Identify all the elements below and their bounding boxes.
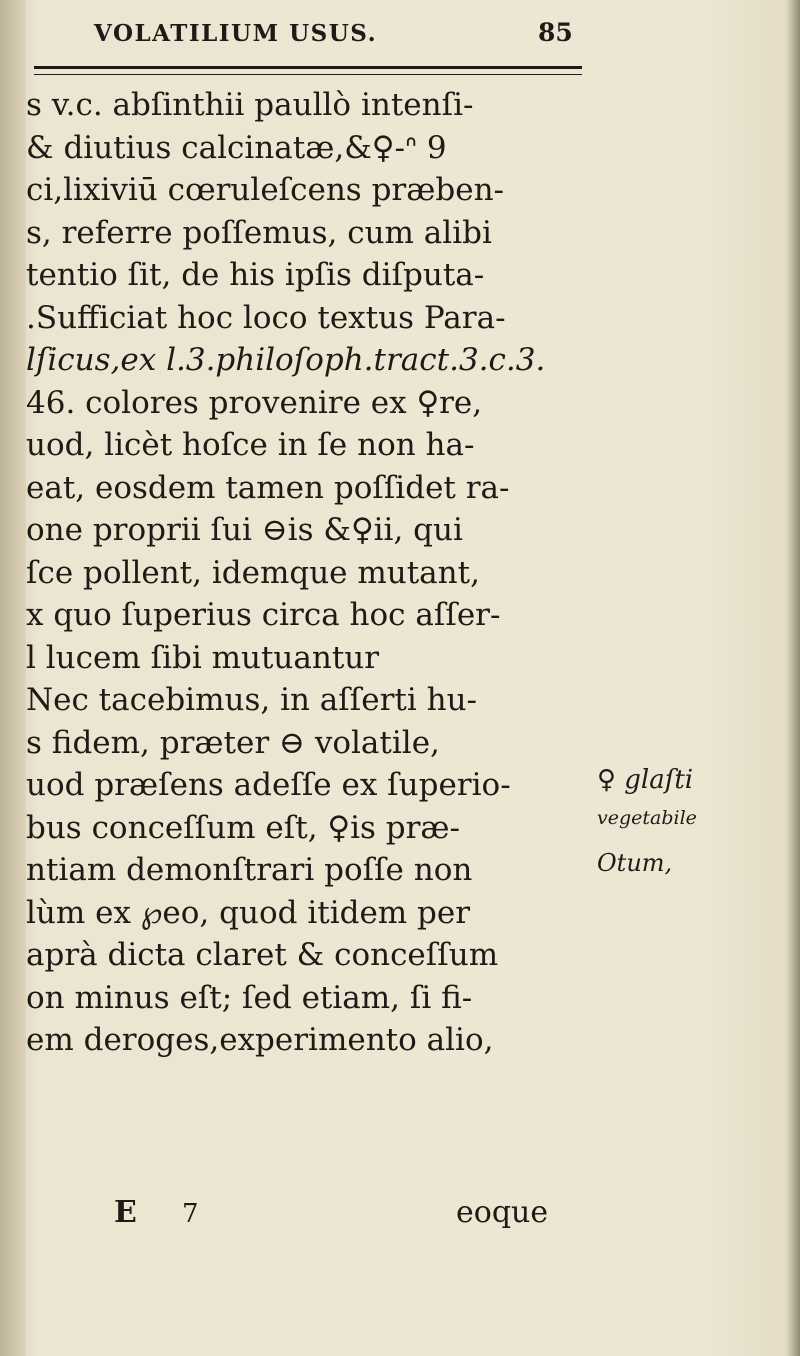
margin-note: Otum, bbox=[597, 849, 673, 877]
signature-mark: E bbox=[114, 1195, 137, 1230]
text-line: uod, licèt hoſce in ſe non ha- bbox=[26, 427, 475, 463]
text-line: .Sufficiat hoc loco textus Para- bbox=[26, 299, 506, 336]
text-line: x quo ſuperius circa hoc aſſer- bbox=[26, 597, 501, 633]
text-line: one proprii ſui ⊖is &♀ii, qui bbox=[26, 512, 463, 548]
text-line: lſicus,ex l.3.philoſoph.tract.3.c.3. bbox=[26, 342, 546, 378]
text-line: l lucem ſibi mutuantur bbox=[26, 639, 380, 676]
text-line: s fidem, præter ⊖ volatile, bbox=[26, 724, 440, 761]
header-rule bbox=[34, 66, 582, 75]
body-text bbox=[26, 84, 606, 1062]
text-line: ci,lixiviū cœruleſcens præben- bbox=[26, 172, 505, 208]
text-line: ntiam demonſtrari poſſe non bbox=[26, 852, 473, 888]
text-line: eat, eosdem tamen poſſidet ra- bbox=[26, 469, 510, 506]
text-line: bus conceſſum eſt, ♀is præ- bbox=[26, 809, 461, 846]
text-line: tentio ſit, de his ipſis diſputa- bbox=[26, 257, 485, 293]
text-line: uod præſens adeſſe ex ſuperio- bbox=[26, 767, 511, 803]
text-line: 46. colores provenire ex ♀re, bbox=[26, 384, 483, 421]
text-line: aprà dicta claret & conceſſum bbox=[26, 937, 499, 973]
catchline bbox=[114, 1195, 584, 1237]
text-line: on minus eſt; ſed etiam, ſi fi- bbox=[26, 979, 473, 1016]
margin-note: ♀ glaſti bbox=[597, 765, 694, 795]
running-title: VOLATILIUM USUS. bbox=[94, 20, 378, 47]
text-line: em deroges,experimento alio, bbox=[26, 1022, 494, 1058]
page-header bbox=[86, 14, 616, 54]
signature-number: 7 bbox=[182, 1199, 199, 1229]
margin-note: vegetabile bbox=[597, 807, 697, 829]
catchword: eoque bbox=[456, 1195, 549, 1230]
binding-gutter bbox=[0, 0, 26, 1356]
text-line: lùm ex ℘eo, quod itidem per bbox=[26, 894, 471, 931]
text-line: s v.c. abſinthii paullò intenſi- bbox=[26, 87, 474, 123]
text-line: Nec tacebimus, in aſſerti hu- bbox=[26, 682, 478, 718]
page-number: 85 bbox=[538, 18, 573, 47]
text-line: & diutius calcinatæ,&♀-ᐢ 9 bbox=[26, 129, 447, 166]
text-line: ſce pollent, idemque mutant, bbox=[26, 554, 480, 591]
page-edge-shadow bbox=[786, 0, 800, 1356]
text-line: s, referre poſſemus, cum alibi bbox=[26, 214, 492, 251]
